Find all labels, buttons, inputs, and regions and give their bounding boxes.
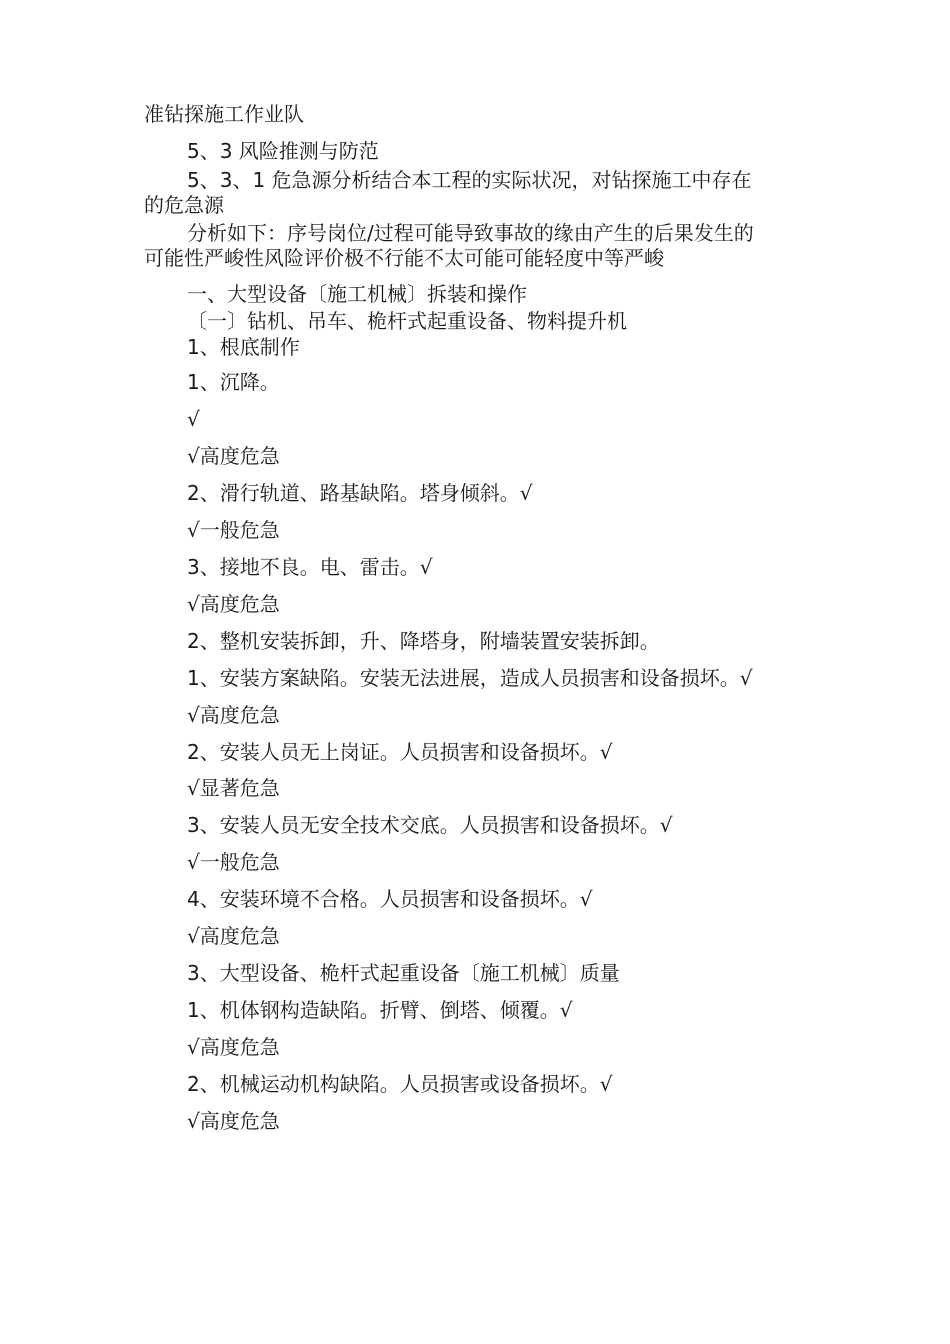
text-line-25: √高度危急 — [187, 924, 280, 948]
text-line-4: 的危急源 — [144, 193, 224, 217]
text-line-11: √ — [187, 407, 200, 431]
text-line-17: 2、整机安装拆卸，升、降塔身，附墙装置安装拆卸。 — [187, 629, 660, 653]
text-line-20: 2、安装人员无上岗证。人员损害和设备损坏。√ — [187, 740, 613, 764]
text-line-30: √高度危急 — [187, 1109, 280, 1133]
text-line-22: 3、安装人员无安全技术交底。人员损害和设备损坏。√ — [187, 813, 673, 837]
text-line-29: 2、机械运动机构缺陷。人员损害或设备损坏。√ — [187, 1072, 613, 1096]
text-line-15: 3、接地不良。电、雷击。√ — [187, 555, 433, 579]
text-line-9: 1、根底制作 — [187, 335, 300, 359]
text-line-10: 1、沉降。 — [187, 370, 280, 394]
text-line-26: 3、大型设备、桅杆式起重设备〔施工机械〕质量 — [187, 961, 620, 985]
text-line-24: 4、安装环境不合格。人员损害和设备损坏。√ — [187, 887, 593, 911]
subsection-heading-1: 〔一〕钻机、吊车、桅杆式起重设备、物料提升机 — [187, 309, 627, 333]
section-heading-5-3: 5、3 风险推测与防范 — [187, 139, 379, 163]
text-line-6: 可能性严峻性风险评价极不行能不太可能可能轻度中等严峻 — [144, 246, 664, 270]
section-heading-1: 一、大型设备〔施工机械〕拆装和操作 — [187, 282, 527, 306]
text-line-27: 1、机体钢构造缺陷。折臂、倒塔、倾覆。√ — [187, 998, 573, 1022]
text-line-12: √高度危急 — [187, 444, 280, 468]
text-line-16: √高度危急 — [187, 592, 280, 616]
text-line-23: √一般危急 — [187, 850, 280, 874]
text-line-13: 2、滑行轨道、路基缺陷。塔身倾斜。√ — [187, 481, 533, 505]
text-line-18: 1、安装方案缺陷。安装无法进展，造成人员损害和设备损坏。√ — [187, 666, 753, 690]
text-line-28: √高度危急 — [187, 1035, 280, 1059]
text-line-1: 准钻探施工作业队 — [144, 102, 304, 126]
text-line-3: 5、3、1 危急源分析结合本工程的实际状况，对钻探施工中存在 — [187, 168, 752, 192]
text-line-19: √高度危急 — [187, 703, 280, 727]
text-line-21: √显著危急 — [187, 776, 280, 800]
text-line-14: √一般危急 — [187, 518, 280, 542]
text-line-5: 分析如下：序号岗位/过程可能导致事故的缘由产生的后果发生的 — [187, 221, 754, 245]
